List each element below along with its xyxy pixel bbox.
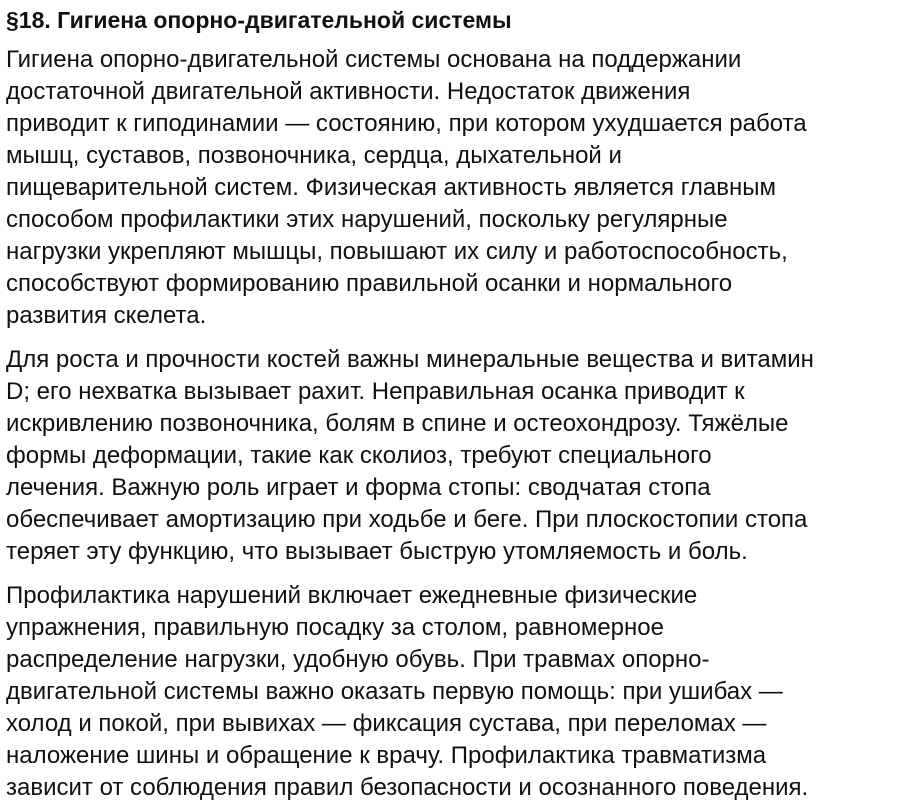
text-line: наложение шины и обращение к врачу. Профилактика травматизма (6, 742, 767, 769)
text-line: Профилактика нарушений включает ежедневные физические (6, 582, 698, 609)
text-line: пищеварительной систем. Физическая активность является главным (6, 174, 777, 201)
text-line: холод и покой, при вывихах — фиксация сустава, при переломах — (6, 710, 767, 737)
text-line: лечения. Важную роль играет и форма стопы: сводчатая стопа (6, 474, 711, 501)
text-line: двигательной системы важно оказать первую помощь: при ушибах — (6, 678, 783, 705)
text-line: искривлению позвоночника, болям в спине и остеохондрозу. Тяжёлые (6, 410, 789, 437)
paragraph-1 (6, 44, 904, 332)
text-line: способом профилактики этих нарушений, поскольку регулярные (6, 206, 728, 233)
text-line: D; его нехватка вызывает рахит. Неправильная осанка приводит к (6, 378, 745, 405)
text-line: мышц, суставов, позвоночника, сердца, дыхательной и (6, 142, 622, 169)
text-line: формы деформации, такие как сколиоз, требуют специального (6, 442, 712, 469)
text-line: приводит к гиподинамии — состоянию, при котором ухудшается работа (6, 110, 807, 137)
paragraph-3 (6, 580, 904, 804)
text-line: обеспечивает амортизацию при ходьбе и беге. При плоскостопии стопа (6, 506, 808, 533)
text-line: развития скелета. (6, 302, 207, 329)
text-line: распределение нагрузки, удобную обувь. При травмах опорно- (6, 646, 710, 673)
text-line: упражнения, правильную посадку за столом, равномерное (6, 614, 664, 641)
section-title: §18. Гигиена опорно-двигательной системы (6, 7, 512, 33)
text-line: Для роста и прочности костей важны минеральные вещества и витамин (6, 346, 814, 373)
text-line: способствуют формированию правильной осанки и нормального (6, 270, 733, 297)
text-line: теряет эту функцию, что вызывает быструю утомляемость и боль. (6, 538, 748, 565)
text-line: нагрузки укрепляют мышцы, повышают их силу и работоспособность, (6, 238, 788, 265)
text-line: зависит от соблюдения правил безопасности и осознанного поведения. (6, 774, 809, 801)
text-line: Гигиена опорно-двигательной системы основана на поддержании (6, 46, 742, 73)
paragraph-2 (6, 344, 904, 568)
text-line: достаточной двигательной активности. Недостаток движения (6, 78, 691, 105)
